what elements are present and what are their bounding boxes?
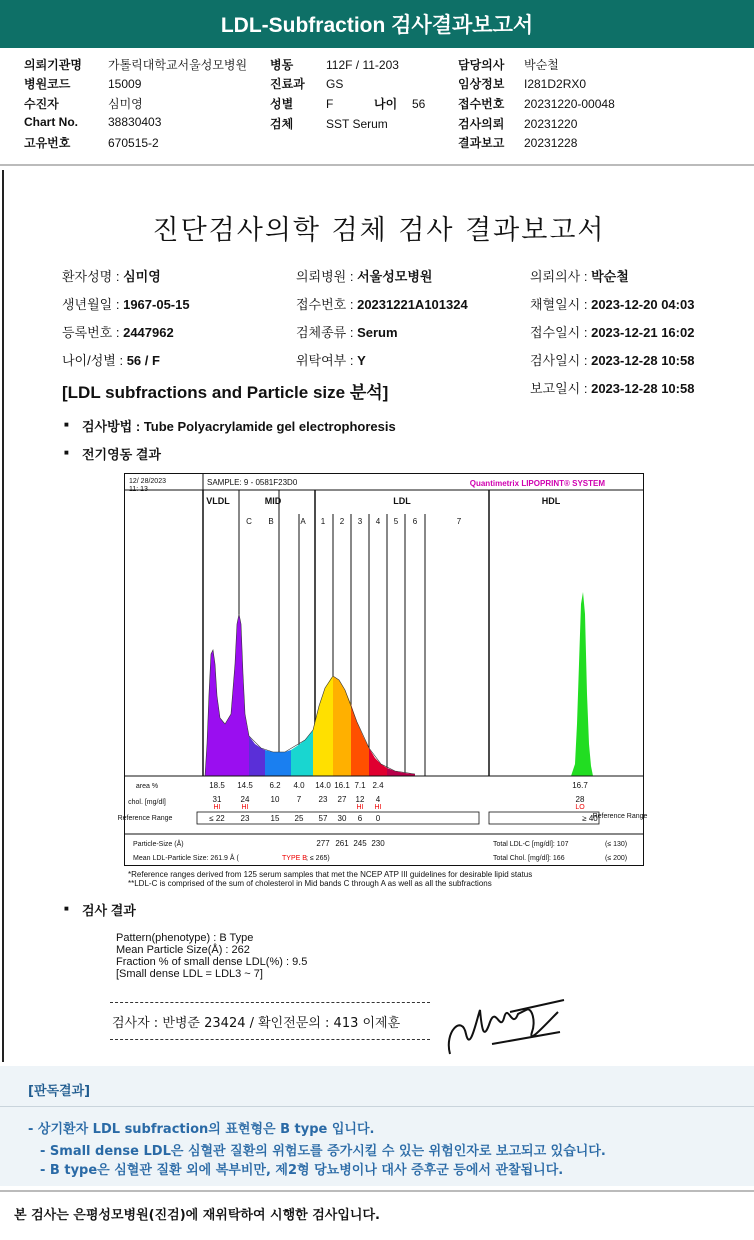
header-value: F (326, 97, 334, 111)
report-field-value: 56 / F (126, 353, 160, 368)
report-field-value: Y (357, 353, 366, 368)
area-pct-value: 16.7 (572, 781, 588, 790)
mean-ref: ; ≤ 265) (306, 855, 330, 862)
header-key: Chart No. (24, 115, 78, 129)
report-field-value: 1967-05-15 (123, 297, 190, 312)
report-field-key: 생년월일 : (62, 297, 120, 312)
chol-value: 7 (296, 795, 302, 804)
region-label-ldl: LDL (393, 496, 411, 506)
chol-value: 31 (212, 795, 222, 804)
ldl3-area (351, 704, 369, 776)
header-col3-row (458, 95, 615, 112)
header-key: 성별 (270, 97, 294, 111)
result-sdldl-def: [Small dense LDL = LDL3 ~ 7] (116, 968, 263, 980)
method-value: Tube Polyacrylamide gel electrophoresis (143, 419, 396, 434)
report-field (530, 266, 629, 285)
header-col1-row (24, 115, 161, 129)
ref-range-value: 15 (270, 814, 280, 823)
method-line (82, 416, 396, 435)
chart-svg (117, 474, 648, 865)
report-field-value: 2023-12-21 16:02 (591, 325, 695, 340)
report-field-key: 환자성명 : (62, 269, 120, 284)
header-key: 임상정보 (458, 77, 505, 91)
chol-value: 23 (318, 795, 328, 804)
area-pct-value: 18.5 (209, 781, 225, 790)
request-header (0, 48, 754, 166)
header-value: 20231228 (524, 136, 578, 150)
area-pct-value: 14.5 (237, 781, 253, 790)
report-field (62, 350, 160, 369)
band-label-c: C (246, 517, 252, 526)
report-field-value: Serum (357, 325, 398, 340)
region-label-hdl: HDL (541, 496, 561, 506)
ref-range-value: 30 (337, 814, 347, 823)
lab-report-title: 진단검사의학 검체 검사 결과보고서 (152, 215, 606, 246)
total-chol-ref: (≤ 200) (605, 855, 628, 862)
chol-flag: HI (356, 804, 364, 811)
header-value: 38830403 (108, 115, 162, 129)
row-label-chol: chol. [mg/dl] (128, 799, 166, 806)
report-field (296, 350, 366, 369)
report-field-key: 보고일시 : (530, 381, 588, 396)
band-label-6: 6 (412, 517, 418, 526)
band-label-b: B (268, 517, 274, 526)
particle-size-value: 245 (353, 839, 367, 848)
header-col3-row (458, 134, 577, 151)
header-value: 박순철 (524, 58, 559, 72)
header-key: 결과보고 (458, 136, 505, 150)
particle-size-value: 277 (316, 839, 330, 848)
report-field-value: 20231221A101324 (357, 297, 468, 312)
result-list (116, 932, 307, 980)
ref-range-value: 57 (318, 814, 328, 823)
band-label-2: 2 (339, 517, 345, 526)
header-key: 담당의사 (458, 58, 505, 72)
footer (0, 1190, 754, 1240)
header-col1-row (24, 95, 143, 112)
ref-right-label: Reference Range (592, 813, 648, 820)
report-field-key: 등록번호 : (62, 325, 120, 340)
report-title: LDL-Subfraction 검사결과보고서 (220, 14, 534, 37)
report-field-key: 위탁여부 : (296, 353, 354, 368)
report-title-bar (0, 0, 754, 48)
signature-line: 검사자 : 반병준 23424 / 확인전문의 : 413 이제훈 (110, 1002, 430, 1040)
chol-value: 4 (375, 795, 381, 804)
chol-value: 28 (575, 795, 585, 804)
total-chol-text: Total Chol. [mg/dl]: 166 (493, 855, 565, 862)
header-value: 심미영 (108, 97, 143, 111)
area-pct-value: 2.4 (372, 781, 384, 790)
report-field-key: 채혈일시 : (530, 297, 588, 312)
header-value: SST Serum (326, 117, 388, 131)
chol-flag: HI (241, 804, 249, 811)
particle-size-value: 230 (371, 839, 385, 848)
judgment-line-1: - 상기환자 LDL subfraction의 표현형은 B type 입니다. (28, 1122, 375, 1137)
total-ldl-text: Total LDL-C [mg/dl]: 107 (493, 841, 569, 848)
header-key: 검사의뢰 (458, 117, 505, 131)
report-field (296, 294, 468, 313)
handwritten-signature (440, 992, 570, 1062)
header-key: 수진자 (24, 97, 59, 111)
header-col1-row (24, 75, 141, 92)
report-field-key: 의뢰병원 : (296, 269, 354, 284)
report-field-value: 2023-12-28 10:58 (591, 381, 695, 396)
report-field-key: 나이/성별 : (62, 353, 124, 368)
header-value: 20231220-00048 (524, 97, 615, 111)
report-field-value: 2023-12-28 10:58 (591, 353, 695, 368)
report-field-key: 접수번호 : (296, 297, 354, 312)
area-pct-value: 6.2 (269, 781, 281, 790)
result-mean-size: Mean Particle Size(Å) : 262 (116, 944, 250, 956)
header-key: 진료과 (270, 77, 305, 91)
ref-range-value: 23 (240, 814, 250, 823)
report-field-key: 검사일시 : (530, 353, 588, 368)
header-age-value: 56 (412, 97, 426, 111)
report-field-value: 심미영 (123, 269, 161, 284)
chart-date: 12/ 28/2023 (129, 478, 166, 485)
chol-value: 12 (355, 795, 365, 804)
row-label-ref: Reference Range (117, 815, 173, 822)
electrophoresis-label: ■ 전기영동 결과 (82, 444, 161, 463)
area-pct-value: 14.0 (315, 781, 331, 790)
header-col1-row (24, 56, 247, 73)
report-field-value: 서울성모병원 (357, 269, 433, 284)
header-age (374, 95, 425, 112)
header-value: 20231220 (524, 117, 578, 131)
mid-a-area (291, 730, 313, 776)
report-field (62, 266, 161, 285)
header-col2-row (270, 75, 343, 92)
band-label-5: 5 (393, 517, 399, 526)
analysis-section-title: [LDL subfractions and Particle size 분석] (62, 383, 389, 402)
mean-size-text: Mean LDL-Particle Size: 261.9 Å ( (133, 855, 239, 862)
judgment-line-3: - B type은 심혈관 질환 외에 복부비만, 제2형 당뇨병이나 대사 증후군 등에서 관찰됩니다. (40, 1163, 564, 1178)
ref-range-value: 0 (375, 814, 381, 823)
report-field (530, 378, 694, 397)
ref-range-value: 6 (357, 814, 363, 823)
report-field (296, 322, 398, 341)
region-label-vldl: VLDL (206, 496, 230, 506)
header-col1-row (24, 134, 159, 151)
report-field-key: 의뢰의사 : (530, 269, 588, 284)
header-col2-row (270, 56, 399, 73)
header-value: 112F / 11-203 (326, 58, 399, 72)
region-label-mid: MID (264, 496, 282, 506)
header-col2-row (270, 115, 388, 132)
chol-value: 10 (270, 795, 280, 804)
header-value: 670515-2 (108, 136, 159, 150)
report-field (296, 266, 432, 285)
result-label: ■ 검사 결과 (82, 900, 136, 919)
header-value: 15009 (108, 77, 142, 91)
header-value: 가톨릭대학교서울성모병원 (108, 58, 248, 72)
header-age-label: 나이 (374, 97, 398, 111)
lab-report (2, 170, 752, 1062)
header-key: 병원코드 (24, 77, 71, 91)
judgment-panel (0, 1066, 754, 1186)
band-label-a: A (300, 517, 306, 526)
total-ldl-ref: (≤ 130) (605, 841, 628, 848)
particle-size-label: Particle-Size (Å) (133, 841, 184, 848)
footer-text: 본 검사는 은평성모병원(진검)에 재위탁하여 시행한 검사입니다. (14, 1208, 380, 1223)
report-field-key: 검체종류 : (296, 325, 354, 340)
header-key: 고유번호 (24, 136, 71, 150)
header-col3-row (458, 75, 586, 92)
header-value: I281D2RX0 (524, 77, 587, 91)
chart-sample: SAMPLE: 9 - 0581F23D0 (207, 478, 298, 487)
ldl1-area (313, 676, 333, 776)
vldl-peak (205, 614, 239, 776)
lipoprint-chart (117, 473, 648, 866)
chol-value: 27 (337, 795, 347, 804)
chart-brand: Quantimetrix LIPOPRINT® SYSTEM (469, 479, 605, 488)
mid-c-area (249, 736, 265, 776)
mid-b-area (265, 750, 291, 776)
ldl2-area (333, 676, 351, 776)
result-phenotype: Pattern(phenotype) : B Type (116, 932, 254, 944)
report-field-value: 박순철 (591, 269, 629, 284)
band-label-4: 4 (375, 517, 381, 526)
chol-flag: HI (213, 804, 221, 811)
reference-note-1: *Reference ranges derived from 125 serum samples that met the NCEP ATP III guidelines for desirable lipid status (128, 870, 533, 879)
header-col3-row (458, 56, 559, 73)
hdl-peak (571, 592, 593, 776)
header-key: 의뢰기관명 (24, 58, 82, 72)
chol-value: 24 (240, 795, 250, 804)
header-key: 병동 (270, 58, 294, 72)
chol-flag: HI (374, 804, 382, 811)
area-pct-value: 7.1 (354, 781, 366, 790)
particle-size-value: 261 (335, 839, 349, 848)
ldl4-area (369, 748, 387, 776)
report-field (62, 322, 174, 341)
row-label-area: area % (135, 783, 159, 790)
header-key: 검체 (270, 117, 294, 131)
method-label: 검사방법 : (82, 419, 141, 434)
band-label-3: 3 (357, 517, 363, 526)
header-col3-row (458, 115, 577, 132)
header-value: GS (326, 77, 344, 91)
band-label-7: 7 (456, 517, 462, 526)
report-field (530, 322, 694, 341)
judgment-title: [판독결과] (28, 1084, 91, 1099)
ref-range-value: 25 (294, 814, 304, 823)
chart-time: 11: 13 (129, 486, 148, 493)
ref-range-value: ≤ 22 (209, 814, 225, 823)
report-field (530, 350, 694, 369)
report-field-value: 2447962 (123, 325, 174, 340)
reference-note-2: **LDL-C is comprised of the sum of cholesterol in Mid bands C through A as well as all the subfractions (128, 879, 492, 888)
mean-type: TYPE B (282, 855, 307, 862)
area-pct-value: 4.0 (293, 781, 305, 790)
ref-range-value: ≥ 40 (582, 814, 598, 823)
report-field-value: 2023-12-20 04:03 (591, 297, 695, 312)
area-pct-value: 16.1 (334, 781, 350, 790)
report-field (62, 294, 190, 313)
judgment-divider (0, 1106, 754, 1107)
judgment-line-2: - Small dense LDL은 심혈관 질환의 위험도를 증가시킬 수 있는 위험인자로 보고되고 있습니다. (40, 1144, 606, 1159)
header-col2-row (270, 95, 333, 112)
band-label-1: 1 (320, 517, 326, 526)
report-field-key: 접수일시 : (530, 325, 588, 340)
header-key: 접수번호 (458, 97, 505, 111)
result-fraction: Fraction % of small dense LDL(%) : 9.5 (116, 956, 308, 968)
report-field (530, 294, 694, 313)
chol-flag: LO (575, 804, 585, 811)
